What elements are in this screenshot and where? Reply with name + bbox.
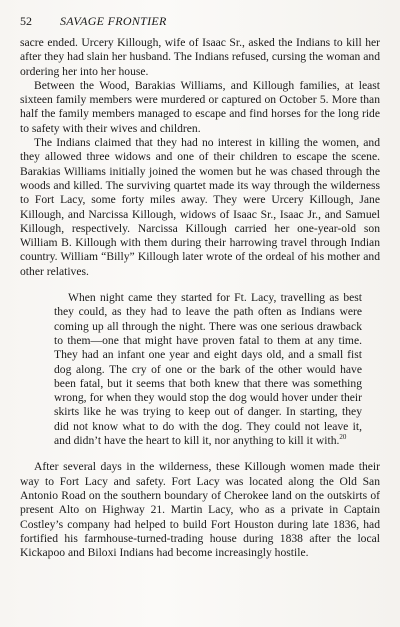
body-text — [20, 36, 380, 560]
paragraph: Between the Wood, Barakias Williams, and Killough families, at least sixteen family members were murdered or captured on October 5. More than half the family members managed to escape and find horses for the long ride to safety with their wives and children. — [20, 78, 380, 135]
quote-text: When night came they started for Ft. Lacy, travelling as best they could, as they had to leave the path often as Indians were coming up all through the night. There was one serious drawback to them—one that might have proven fatal to them at any time. They had an infant one year and eight days old, and a small fist dog along. The cry of one or the bark of the other would have been fatal, but it seems that both knew that there was something wrong, for when they would stop the dog would hover under their skirts like he was trying to keep out of danger. In starting, they did not know what to do with the dog. They could not leave it, and didn’t have the heart to kill it, nor anything to kill it with. — [54, 291, 362, 448]
block-quote — [54, 291, 362, 448]
paragraph: The Indians claimed that they had no interest in killing the women, and they allowed three widows and one of their children to escape the scene. Barakias Williams initially joined the women but he was chased through the woods and killed. The surviving quartet made its way through the wilderness to Fort Lacy, some forty miles away. They were Urcery Killough, Jane Killough, and Narcissa Killough, widows of Isaac Sr., Isaac Jr., and Samuel Killough, respectively. Narcissa Killough carried her one-year-old son William B. Killough with them during their harrowing travel through Indian country. William “Billy” Killough later wrote of the ordeal of his mother and other relatives. — [20, 136, 380, 278]
page-header — [20, 14, 380, 28]
page-number: 52 — [20, 14, 32, 28]
running-head: SAVAGE FRONTIER — [60, 14, 167, 28]
paragraph: After several days in the wilderness, these Killough women made their way to Fort Lacy and safety. Fort Lacy was located along the Old San Antonio Road on the southern boundary of Cherokee land on the outskirts of present Alto on Highway 21. Martin Lacy, who as a private in Captain Costley’s company had helped to build Fort Houston during late 1836, had fortified his farmhouse-turned-trading house during 1838 after the local Kickapoo and Biloxi Indians had become increasingly hostile. — [20, 460, 380, 560]
paragraph: sacre ended. Urcery Killough, wife of Isaac Sr., asked the Indians to kill her after they had slain her husband. The Indians refused, cursing the woman and ordering her into her house. — [20, 36, 380, 78]
footnote-marker: 20 — [339, 433, 347, 442]
